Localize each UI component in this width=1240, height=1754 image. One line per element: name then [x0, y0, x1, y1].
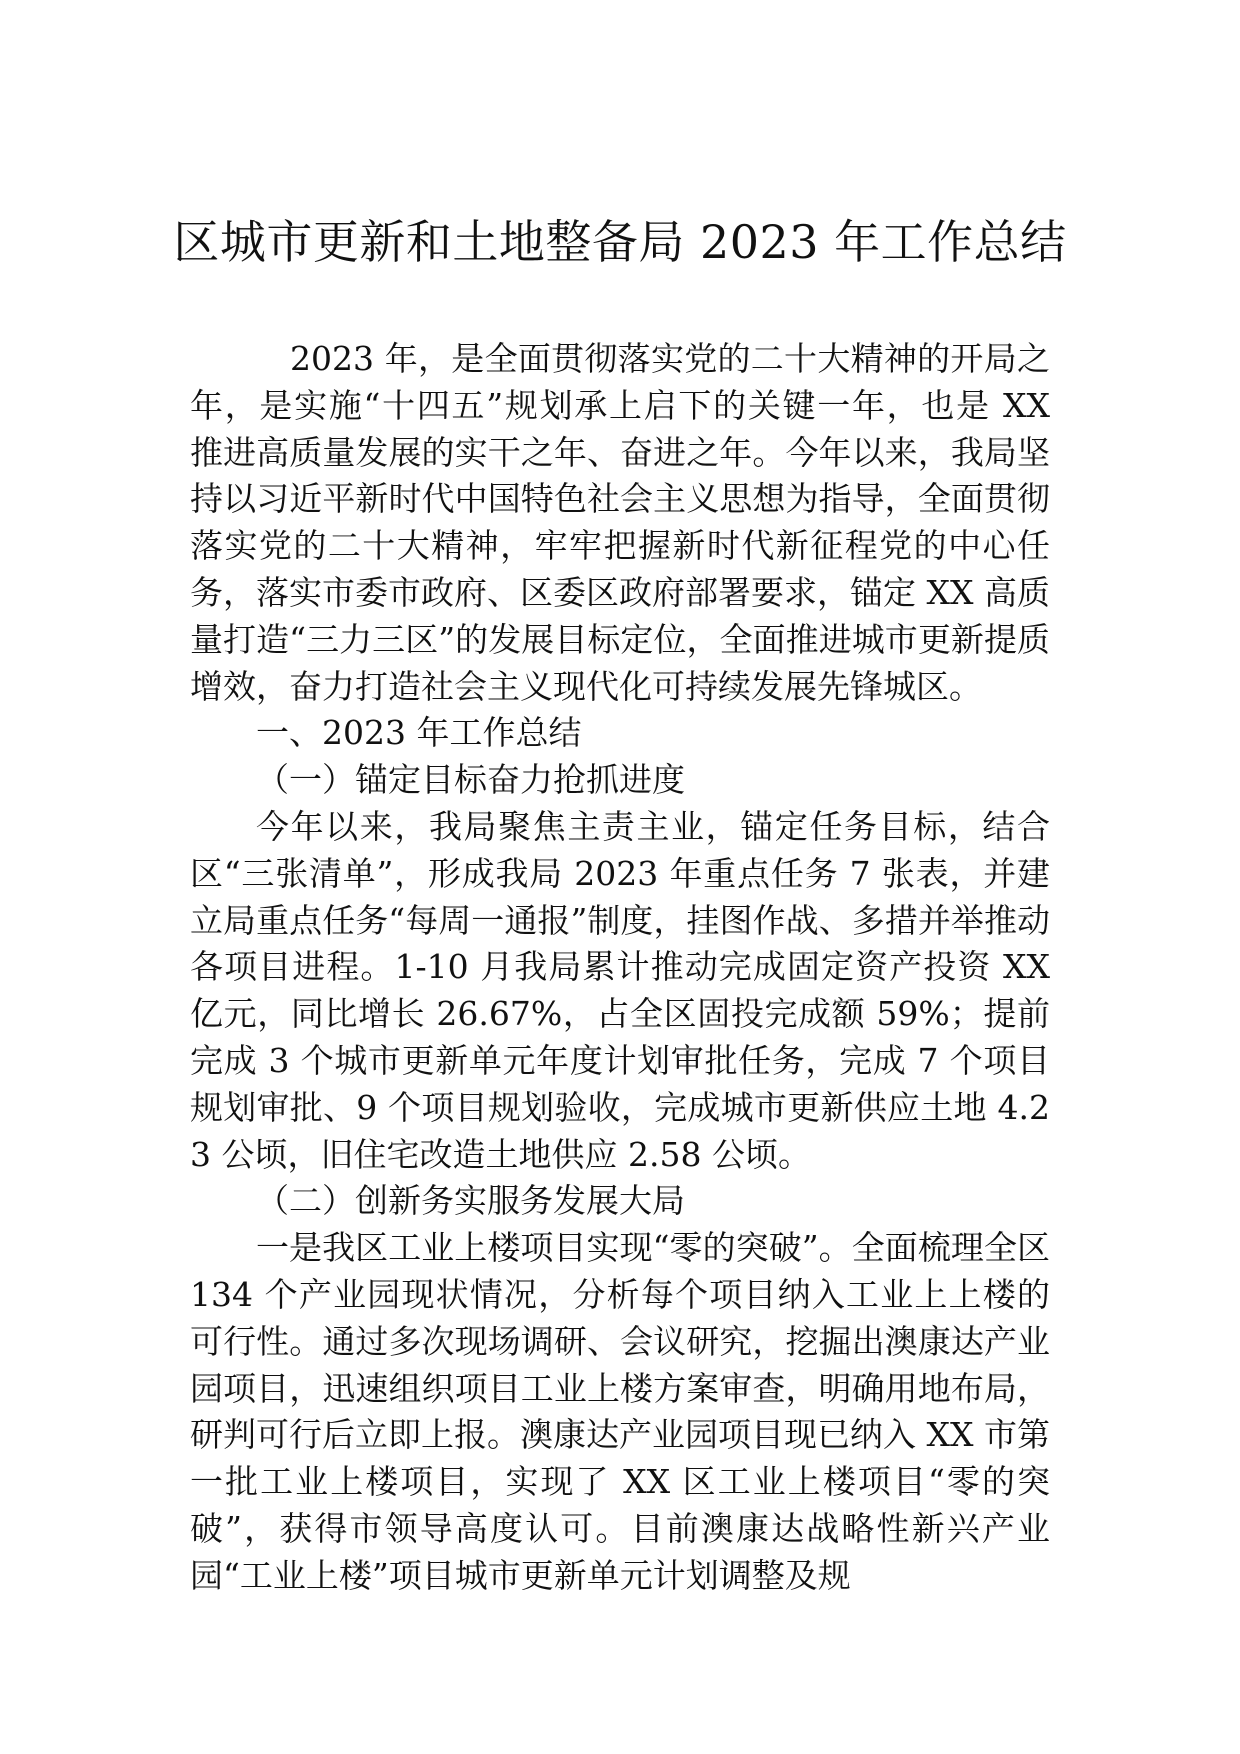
section-heading-1: 一、2023 年工作总结 [256, 713, 582, 753]
intro-paragraph: 2023 年，是全面贯彻落实党的二十大精神的开局之年，是实施“十四五”规划承上启下的关键一年，也是 XX 推进高质量发展的实干之年、奋进之年。今年以来，我局坚持以习近平新时代中国特色社会主义思想为指导，全面贯彻落实党的二十大精神，牢牢把握新时代新征程党的中心任务，落实市委市政府、区委区政府部署要求，锚定 XX 高质量打造“三力三区”的发展目标定位，全面推进城市更新提质增效，奋力打造社会主义现代化可持续发展先锋城区。 [190, 339, 1050, 706]
subsection-heading-1: （一）锚定目标奋力抢抓进度 [256, 760, 685, 800]
document-body [190, 336, 1050, 1600]
subsection-paragraph-2: 一是我区工业上楼项目实现“零的突破”。全面梳理全区 134 个产业园现状情况，分析每个项目纳入工业上上楼的可行性。通过多次现场调研、会议研究，挖掘出澳康达产业园项目，迅速组织项目工业上楼方案审查，明确用地布局，研判可行后立即上报。澳康达产业园项目现已纳入 XX 市第一批工业上楼项目，实现了 XX 区工业上楼项目“零的突破”，获得市领导高度认可。目前澳康达战略性新兴产业园“工业上楼”项目城市更新单元计划调整及规 [190, 1228, 1050, 1595]
subsection-heading-2: （二）创新务实服务发展大局 [256, 1181, 685, 1221]
subsection-paragraph-1: 今年以来，我局聚焦主责主业，锚定任务目标，结合区“三张清单”，形成我局 2023 年重点任务 7 张表，并建立局重点任务“每周一通报”制度，挂图作战、多措并举推动各项目进程。1-10 月我局累计推动完成固定资产投资 XX 亿元，同比增长 26.67%，占全区固投完成额 59%；提前完成 3 个城市更新单元年度计划审批任务，完成 7 个项目规划审批、9 个项目规划验收，完成城市更新供应土地 4.23 公顷，旧住宅改造土地供应 2.58 公顷。 [190, 806, 1050, 1174]
document-title: 区城市更新和土地整备局 2023 年工作总结 [173, 215, 1067, 269]
